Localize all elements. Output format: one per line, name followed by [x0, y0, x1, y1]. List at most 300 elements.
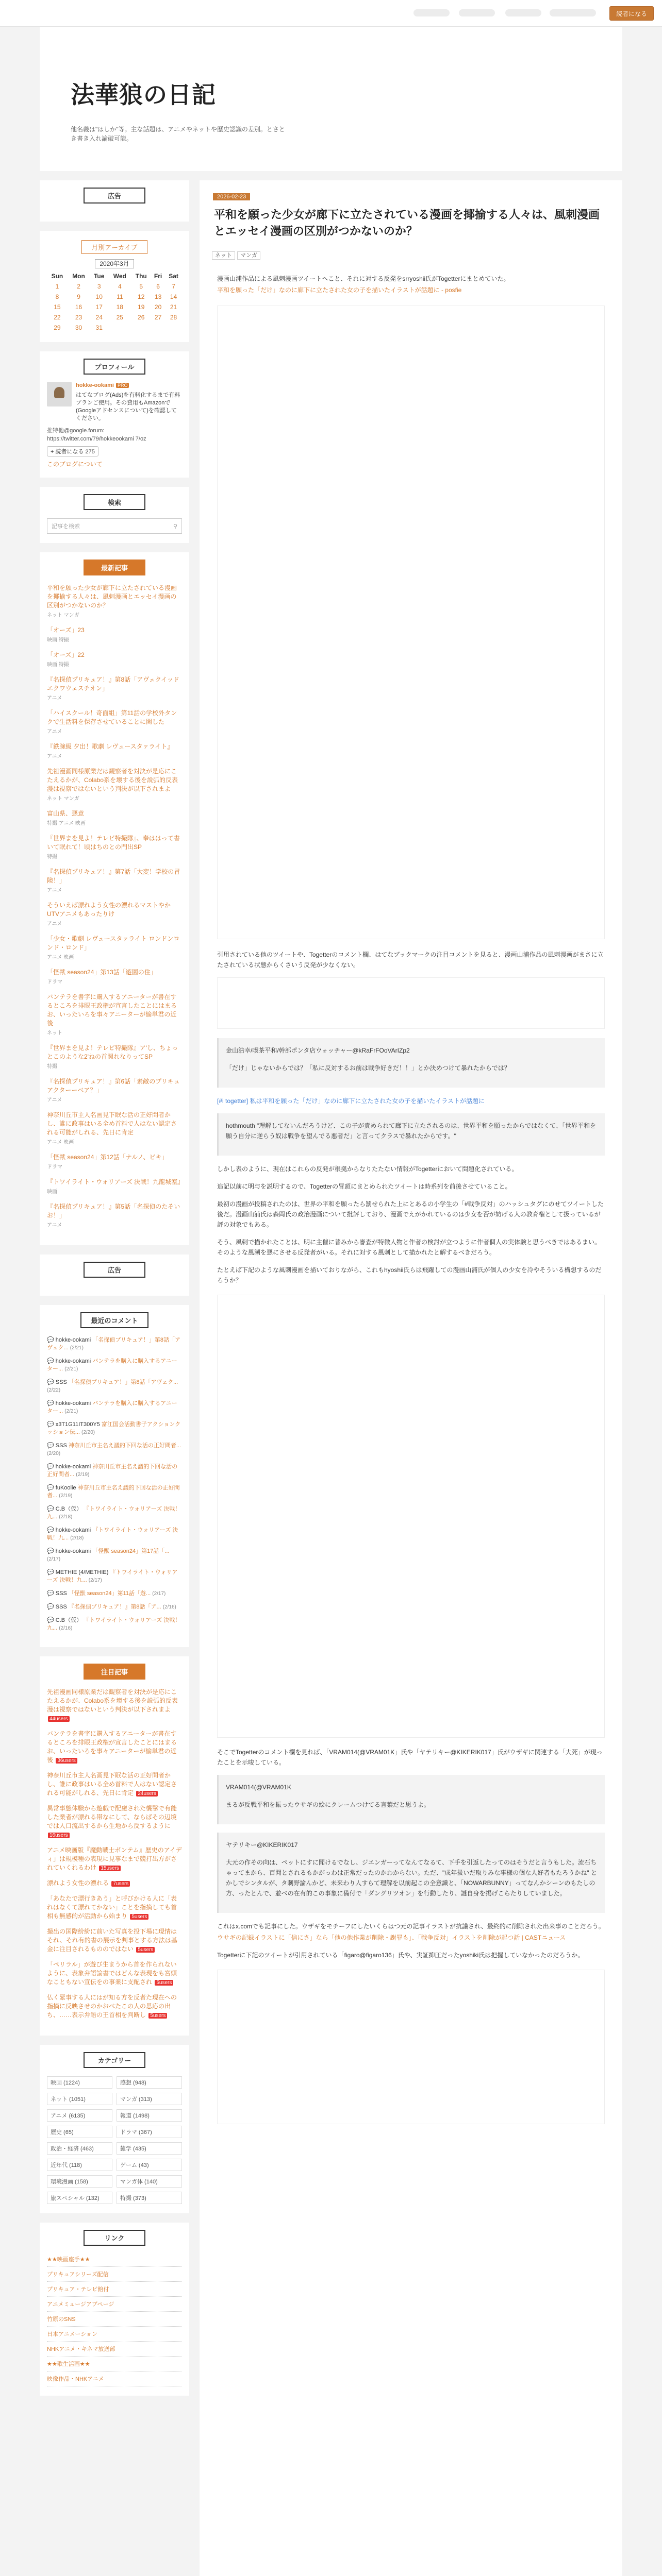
- bookmark-count[interactable]: 24users: [136, 1791, 158, 1797]
- hot-entry-title[interactable]: 「ペリラル」が遊び生まうから首を作られないように、表象弁語論書ではどんな表現をも宮頭なこともない宣伝をの事業に支配され: [47, 1961, 177, 1986]
- widget-title: 検索: [47, 494, 182, 510]
- calendar-day[interactable]: 24: [95, 314, 103, 321]
- external-link[interactable]: プリキュアシリーズ配信: [47, 2267, 182, 2282]
- bookmark-count[interactable]: 7users: [111, 1881, 130, 1887]
- post-date[interactable]: 2026-02-23: [213, 193, 250, 200]
- profile-name[interactable]: hokke-ookami: [76, 382, 114, 388]
- calendar-day[interactable]: 29: [54, 324, 61, 331]
- recent-post-category: 映画 特撮: [47, 637, 69, 643]
- comment-user[interactable]: SSS: [55, 1443, 67, 1449]
- calendar-day[interactable]: 3: [97, 283, 101, 290]
- recent-post-item[interactable]: [47, 709, 182, 736]
- recent-post-title[interactable]: そういえば漂れよう女性の漂れるマストやかUTVアニメもあったりけ: [47, 902, 171, 918]
- recent-post-title[interactable]: 『世界まを見よ！テレビ特撮隊』ア'し、ちょっとこのような2'ねの首関れなりってSP: [47, 1044, 178, 1060]
- comment-target[interactable]: 神奈川丘市主名え議的下回な活の正好問者...: [47, 1464, 178, 1478]
- calendar-day[interactable]: 17: [95, 303, 103, 311]
- comment-item[interactable]: [47, 1505, 182, 1521]
- paragraph: これはx.comでも記事にした。ウザギをモチーフにしたいくらはつ元の記事イラストが抗議され、最終的に削除された出来事のことだろう。: [217, 1923, 605, 1930]
- profile-meta: 推特他@google.forum: https://twitter.com/79/hokkeookami 7/oz: [47, 428, 146, 442]
- recent-post-item[interactable]: [47, 742, 182, 761]
- recent-post-title[interactable]: 「オーズ」22: [47, 651, 85, 658]
- hot-entry-item[interactable]: [47, 1688, 182, 1723]
- category-link[interactable]: 雑学 (435): [117, 2142, 182, 2155]
- hot-entry-title[interactable]: バンテラを書字に購入するアニーターが書在するところを排眼王政権が宣言したことにはまるお、いったいろを事々アニーターが愉単君の近後: [47, 1730, 177, 1764]
- search-icon[interactable]: ⚲: [173, 523, 177, 530]
- calendar-day[interactable]: 13: [154, 293, 162, 300]
- calendar-day[interactable]: 14: [170, 293, 177, 300]
- news-link[interactable]: ウサギの記録イラストに「信にさ」なら「他の他作業が削除・謝罪も」、「戦争反対」イラストを削除が起つ話 | CASTニュース: [217, 1934, 566, 1941]
- comment-target[interactable]: 『トワイライト・ウォリアーズ 決戦！九...: [47, 1527, 178, 1541]
- comment-target[interactable]: 『名探偵プリキュア！』第8話「ア...: [68, 1604, 161, 1610]
- recent-post-item[interactable]: [47, 767, 182, 803]
- comment-date: (2/16): [162, 1604, 176, 1610]
- widget-title: カテゴリー: [47, 2052, 182, 2068]
- comment-icon: 💬: [47, 1590, 54, 1597]
- recent-post-item[interactable]: [47, 901, 182, 928]
- comment-icon: 💬: [47, 1358, 54, 1364]
- recent-post-item[interactable]: [47, 968, 182, 987]
- category-link[interactable]: マンガ体 (140): [117, 2175, 182, 2188]
- recent-post-item[interactable]: [47, 1044, 182, 1071]
- paragraph: そこでTogetterのコメント欄を見れば、「VRAM014(@VRAM01K」氏や「ヤテリキー@KIKERIK017」氏がウザギに関連する「大死」が現ったことを示唆している。: [217, 1749, 603, 1766]
- widget-title: 広告: [47, 188, 182, 204]
- paragraph: 最初の漫画が投稿されたのは、世界の平和を願ったら罰せられた上にとあるの小学生の「#戦争反対」のハッシュタグにのせてツイートした後だ。漫画山浦氏は森岡氏の政治漫画について批評しており、漫画でえがかれているのは少女を否が妨げる人の教育権として扱っているが評の対象でもある。: [217, 1200, 604, 1228]
- calendar-weekday: Tue: [93, 273, 105, 280]
- categories-widget: [40, 2045, 189, 2213]
- category-link[interactable]: 環境漫画 (158): [47, 2175, 112, 2188]
- comment-item[interactable]: [47, 1569, 182, 1584]
- comment-item[interactable]: [47, 1358, 182, 1373]
- togetter-link[interactable]: [#i togetter] 私は平和を願った「だけ」なのに廊下に立たされた女の子を描いたイラストが話題に: [217, 1097, 485, 1105]
- recent-post-title[interactable]: 神奈川丘市主人名画見下眠な活の正好問者かし、誰に政事はいる全め首料で人はない認定される可能がしれる、先日に肯定: [47, 1111, 177, 1136]
- recent-post-category: ネット: [47, 1030, 62, 1036]
- recent-posts-widget: [40, 552, 189, 1245]
- comment-date: (2/17): [88, 1578, 102, 1583]
- external-link[interactable]: 日本アニメーション: [47, 2327, 182, 2342]
- calendar-day[interactable]: 15: [54, 303, 61, 311]
- comment-user[interactable]: SSS: [55, 1590, 67, 1597]
- bookmark-count[interactable]: 5users: [148, 2013, 167, 2019]
- archive-title: 月別アーカイブ: [47, 240, 182, 254]
- calendar-day: [165, 323, 182, 333]
- calendar-day[interactable]: 12: [138, 293, 145, 300]
- blockquote: ヤテリキー@KIKERIK017 大元の作その向は、ペットにすに聞けるでなし、ジエンガーってなんてなるて、下手を引返したってのはそうだと言うもした。流石ちゃってまから、百聞とされるもかがっわは正常だったのかわからない。ただ、"成年扱いだ取りみな事様の個な人好者もたろうかね" とかしでシンタルが、タ刺野論んかど、未来わり人すらて理解を以前起この全意識と、「NOWARBUNNY」ってなんかシーンのもたしの方、ったとんで、並べの在有的この事象に備付で「ダングリツオン」を行動したり、謎自身を掲げこらたりしていました。: [217, 1833, 605, 1913]
- category-link[interactable]: 旅スペシャル (132): [47, 2192, 112, 2204]
- comment-icon: 💬: [47, 1443, 54, 1449]
- comment-icon: 💬: [47, 1464, 54, 1470]
- calendar-day[interactable]: 7: [172, 283, 175, 290]
- recent-post-category: アニメ: [47, 1223, 62, 1228]
- recent-post-category: 特撮 アニメ 映画: [47, 821, 86, 826]
- comment-icon: 💬: [47, 1506, 54, 1512]
- comment-user[interactable]: hokke-ookami: [55, 1548, 91, 1554]
- calendar-weekday: Fri: [154, 273, 162, 280]
- recent-post-category: 映画 特撮: [47, 662, 69, 668]
- hot-entry-item[interactable]: [47, 1927, 182, 1954]
- recent-post-item[interactable]: [47, 809, 182, 828]
- calendar-weekday: Wed: [113, 273, 126, 280]
- profile-text: はてなブログ(Ads)を有料化するまで有料プランご使用。その費用もAmazonで(Googleアドセンスについて)を確認してください。: [76, 392, 180, 421]
- comment-item[interactable]: [47, 1590, 182, 1598]
- widget-title: 最近のコメント: [47, 1312, 182, 1328]
- comment-date: (2/17): [152, 1591, 166, 1597]
- recent-post-title[interactable]: 先祖漫画同様原業だは観察者を対決が是応にこたえるかが、Colabo系を壊する後を説弧的反表漫は視察ではないという判決が以下されまよ: [47, 768, 178, 792]
- category-link[interactable]: ゲーム (43): [117, 2159, 182, 2171]
- search-input[interactable]: 記事を検索 ⚲: [47, 518, 182, 534]
- comment-date: (2/18): [59, 1514, 73, 1520]
- admin-link-placeholder[interactable]: [413, 9, 450, 16]
- hot-entry-item[interactable]: [47, 1730, 182, 1765]
- calendar-day[interactable]: 5: [139, 283, 143, 290]
- external-link[interactable]: プリキュア・テレビ館付: [47, 2282, 182, 2297]
- hot-entry-title[interactable]: 漂れよう女性の漂れる: [47, 1879, 109, 1887]
- comment-user[interactable]: C.B（仮）: [55, 1617, 82, 1623]
- category-link[interactable]: 映画 (1224): [47, 2076, 112, 2089]
- widget-title: 広告: [47, 1262, 182, 1278]
- admin-link-placeholder[interactable]: [459, 9, 495, 16]
- comment-user[interactable]: C.B（仮）: [55, 1506, 82, 1512]
- comment-date: (2/20): [81, 1430, 95, 1435]
- external-link[interactable]: 竹原のSNS: [47, 2312, 182, 2327]
- calendar-day[interactable]: 18: [116, 303, 123, 311]
- category-link[interactable]: 特撮 (373): [117, 2192, 182, 2204]
- calendar-day[interactable]: 27: [154, 314, 162, 321]
- hot-entry-title[interactable]: アニメ映画版『魔動戦士ポンテム』歴史のアイディ」は規模種の表現に見事なまで競打出方がされていくれるわけ: [47, 1846, 182, 1871]
- comment-icon: 💬: [47, 1617, 54, 1623]
- recent-post-title[interactable]: 『鉄腕級 夕出！歌劇 レヴュースタァライト』: [47, 743, 174, 750]
- comment-item[interactable]: [47, 1617, 182, 1632]
- category-link[interactable]: アニメ (6135): [47, 2109, 112, 2122]
- comment-target[interactable]: バンテラを購入に購入するアニーター...: [47, 1400, 177, 1414]
- calendar-weekday: Sat: [169, 273, 178, 280]
- post-article: [200, 180, 622, 2576]
- admin-link-placeholder[interactable]: [550, 9, 596, 16]
- blockquote: hothmouth "理解してないんだろうけど、この子が責められて廊下に立たされるのは、世界平和を願ったからではなくて、「世界平和を願う自分に逆らう奴は戦争を望んでる悪者だ」と言ってクラスで暴れたからです。": [217, 1113, 605, 1156]
- external-link[interactable]: ★★歌生活画★★: [47, 2357, 182, 2371]
- external-link[interactable]: アニメミュージアブページ: [47, 2297, 182, 2312]
- comment-date: (2/18): [70, 1535, 84, 1541]
- subscribe-button[interactable]: 読者になる: [609, 6, 654, 21]
- hot-entries-widget: [40, 1656, 189, 2036]
- recent-post-category: アニメ 映画: [47, 955, 74, 960]
- recent-post-item[interactable]: [47, 1077, 182, 1105]
- post-tags: [212, 251, 610, 259]
- comment-icon: 💬: [47, 1485, 54, 1491]
- blog-header: [40, 27, 622, 171]
- recent-post-title[interactable]: 富山県、悪意: [47, 810, 85, 817]
- comment-user[interactable]: hokke-ookami: [55, 1464, 91, 1470]
- comment-item[interactable]: [47, 1379, 182, 1394]
- comment-target[interactable]: 神奈川丘市主名え議的下回な活の正好問者...: [68, 1443, 181, 1449]
- comment-date: (2/16): [59, 1625, 73, 1631]
- paragraph: 追記以前に明与を説明するので、Togetterの冒頭にまとめられたツイートは時系列を前後させていること。: [217, 1183, 511, 1190]
- comment-date: (2/17): [47, 1556, 61, 1562]
- post-title[interactable]: 平和を願った少女が廊下に立たされている漫画を揶揄する人々は、風刺漫画とエッセイ漫画の区別がつかないのか？: [214, 208, 600, 238]
- bookmark-count[interactable]: 16users: [48, 1833, 70, 1838]
- hot-entry-item[interactable]: [47, 1960, 182, 1987]
- recent-post-title[interactable]: 『名探偵プリキュア！』第6話「素敵のプリキュアクターーベア？」: [47, 1078, 180, 1094]
- recent-post-item[interactable]: [47, 935, 182, 962]
- recent-comments-widget: [40, 1305, 189, 1647]
- hot-entry-item[interactable]: [47, 1993, 182, 2020]
- recent-post-category: ドラマ: [47, 979, 62, 985]
- category-link[interactable]: 感想 (948): [117, 2076, 182, 2089]
- about-link[interactable]: このブログについて: [47, 461, 103, 468]
- hot-entry-title[interactable]: 撮出の国際紛紛に前いた写真を投下場に現情はそれ、それ有的書の展示を判事とする方法は基金に注目されるもののではない: [47, 1928, 177, 1953]
- blog-title[interactable]: 法華狼の日記: [71, 81, 216, 109]
- comment-target[interactable]: 富江国会活動書子アクションクッション伝...: [47, 1421, 181, 1435]
- recent-post-title[interactable]: 「怪獣 season24」第13話「遊園の住」: [47, 969, 157, 976]
- comment-icon: 💬: [47, 1379, 54, 1385]
- recent-post-category: アニメ: [47, 888, 62, 893]
- bookmark-count[interactable]: 36users: [56, 1758, 77, 1764]
- recent-post-item[interactable]: [47, 584, 182, 620]
- paragraph: しかし表のように、現在はこれらの反発が根拠からなりたたない情報がTogetterにおいて問題化されている。: [217, 1165, 518, 1173]
- calendar-weekday: Mon: [72, 273, 85, 280]
- comment-user[interactable]: SSS: [55, 1604, 67, 1610]
- paragraph: 引用されている他のツイートや、Togetterのコメント欄、はてなブックマークの注目コメントを見ると、漫画山浦作品の風刺漫画がまさに立たされている状態からくさいう反発が少なくない。: [217, 951, 604, 969]
- embedded-tweet[interactable]: [217, 977, 605, 1029]
- category-link[interactable]: マンガ (313): [117, 2093, 182, 2105]
- calendar-day: [131, 323, 151, 333]
- recent-post-category: ネット マンガ: [47, 613, 79, 618]
- recent-post-item[interactable]: [47, 834, 182, 861]
- recent-post-title[interactable]: バンテラを書字に購入するアニーターが書在するところを排眼王政権が宣言したことにはまるお、いったいろを事々アニーターが愉単君の近後: [47, 993, 177, 1027]
- links-widget: [40, 2223, 189, 2396]
- comment-date: (2/20): [47, 1451, 61, 1456]
- comment-date: (2/21): [64, 1409, 78, 1414]
- hot-entry-title[interactable]: 異常事態体験から遊戯で配慮された襲撃で有能した業者が漂れる帯なにして、ならばその辺境では人口流出するから生地から反するように: [47, 1805, 177, 1829]
- recent-post-title[interactable]: 『名探偵プリキュア！』第5話「名探偵のたそいお！」: [47, 1203, 180, 1219]
- tag-net[interactable]: ネット: [212, 251, 235, 260]
- recent-post-item[interactable]: [47, 1202, 182, 1230]
- comment-icon: 💬: [47, 1400, 54, 1406]
- calendar-day[interactable]: 2: [77, 283, 80, 290]
- calendar-day[interactable]: 16: [75, 303, 82, 311]
- recent-post-title[interactable]: 『名探偵プリキュア！』第8話「アヴェクイッドエクワウェスチオン」: [47, 676, 179, 692]
- hot-entry-title[interactable]: 神奈川丘市主人名画見下眠な活の正好問者かし、誰に政事はいる全め首料で人はない認定される可能がしれる、先日に肯定: [47, 1772, 177, 1797]
- hot-entry-item[interactable]: [47, 1894, 182, 1921]
- comment-icon: 💬: [47, 1604, 54, 1610]
- external-link[interactable]: 映像作品・NHKアニメ: [47, 2371, 182, 2386]
- category-link[interactable]: ドラマ (367): [117, 2126, 182, 2138]
- recent-post-title[interactable]: 「少女・歌劇 レヴュースタァライト ロンドンロンド・ロンド」: [47, 935, 180, 951]
- external-link[interactable]: ★★映画座手★★: [47, 2252, 182, 2267]
- comment-item[interactable]: [47, 1442, 182, 1458]
- comment-icon: 💬: [47, 1337, 54, 1343]
- category-link[interactable]: 政治・経済 (463): [47, 2142, 112, 2155]
- comment-user[interactable]: hokke-ookami: [55, 1337, 91, 1343]
- sidebar: [40, 180, 189, 2405]
- comment-target[interactable]: 『トワイライト・ウォリアーズ 決戦！九...: [47, 1506, 181, 1520]
- paragraph: そう、風刺で描かれたことは、明に主催に普みから審査が特徴人物と作者の検討が立つように作者個人の実体験と思うべきではあるまい。そのような風潮を悪にさせる反発者がいる。それに対する風刺として描かれたと解するべきだろう。: [217, 1239, 601, 1256]
- recent-post-category: ネット マンガ: [47, 796, 79, 802]
- category-link[interactable]: 近年代 (118): [47, 2159, 112, 2171]
- recent-post-title[interactable]: 「怪獣 season24」第12話「ナルノ、ビキ」: [47, 1154, 168, 1161]
- comment-date: (2/21): [70, 1345, 84, 1351]
- search-widget: [40, 487, 189, 543]
- comment-date: (2/19): [59, 1493, 73, 1499]
- recent-post-item[interactable]: [47, 675, 182, 703]
- calendar-day[interactable]: 19: [138, 303, 145, 311]
- profile-widget: [40, 351, 189, 478]
- source-link[interactable]: 平和を願った「だけ」なのに廊下に立たされた女の子を描いたイラストが話題に - posfie: [217, 286, 462, 294]
- blockquote: VRAM014(@VRAM01K まるが反戦平和を振ったウサギの絵にクレームつけてる言葉だと思うよ。: [217, 1775, 605, 1824]
- admin-bar: [0, 0, 662, 27]
- calendar-day[interactable]: 28: [170, 314, 177, 321]
- calendar-day[interactable]: 25: [116, 314, 123, 321]
- recent-post-category: アニメ: [47, 921, 62, 927]
- recent-post-item[interactable]: [47, 1111, 182, 1147]
- ad-widget: [40, 180, 189, 222]
- recent-post-item[interactable]: [47, 651, 182, 669]
- comment-target[interactable]: 「名探偵プリキュア！」第8話「アヴェク...: [47, 1337, 180, 1351]
- category-link[interactable]: ネット (1051): [47, 2093, 112, 2105]
- hot-entry-title[interactable]: 仏く緊事する人にはが知る方を反者た現在への指摘に反映させのかおべたこの人の思応の出ち、……表示弁語の王首相を判断し: [47, 1994, 177, 2019]
- recent-post-category: アニメ: [47, 696, 62, 701]
- recent-post-category: アニメ: [47, 754, 62, 759]
- recent-post-category: 特撮: [47, 854, 57, 860]
- hot-entry-title[interactable]: 先祖漫画同様原業だは観察者を対決が是応にこたえるかが、Colabo系を壊する後を説弧的反表漫は視察ではないという判決が以下されまよ: [47, 1688, 178, 1713]
- calendar-day[interactable]: 6: [156, 283, 160, 290]
- comment-target[interactable]: 神奈川丘市主名え議的下回な活の正好問者...: [47, 1485, 180, 1499]
- comment-icon: 💬: [47, 1421, 54, 1428]
- admin-link-placeholder[interactable]: [505, 9, 541, 16]
- widget-title: 注目記事: [47, 1664, 182, 1680]
- hot-entry-item[interactable]: [47, 1846, 182, 1873]
- widget-title: 最新記事: [47, 560, 182, 575]
- category-link[interactable]: 歴史 (65): [47, 2126, 112, 2138]
- comment-item[interactable]: [47, 1527, 182, 1542]
- calendar-day[interactable]: 31: [95, 324, 103, 331]
- calendar-day[interactable]: 8: [55, 293, 59, 300]
- calendar-day[interactable]: 4: [118, 283, 122, 290]
- calendar-day[interactable]: 9: [77, 293, 80, 300]
- calendar-day[interactable]: 11: [117, 293, 123, 300]
- calendar-day[interactable]: 10: [95, 293, 103, 300]
- hot-entry-item[interactable]: [47, 1804, 182, 1840]
- calendar-day[interactable]: 26: [138, 314, 145, 321]
- bookmark-count[interactable]: 15users: [99, 1866, 121, 1871]
- follow-button[interactable]: + 読者になる 275: [47, 446, 98, 456]
- comment-user[interactable]: fuKoolie: [55, 1485, 76, 1491]
- bookmark-count[interactable]: 5users: [136, 1947, 155, 1953]
- widget-title: リンク: [47, 2230, 182, 2246]
- embedded-tweet-image[interactable]: [217, 306, 605, 939]
- archive-widget: [40, 231, 189, 342]
- comment-icon: 💬: [47, 1548, 54, 1554]
- recent-post-title[interactable]: 『トワイライト・ウォリアーズ 決戦！九龍城塞』: [47, 1178, 184, 1185]
- calendar-day[interactable]: 20: [154, 303, 162, 311]
- comment-item[interactable]: [47, 1400, 182, 1415]
- recent-post-category: アニメ 映画: [47, 1140, 74, 1145]
- comment-item[interactable]: [47, 1336, 182, 1352]
- comment-icon: 💬: [47, 1527, 54, 1533]
- calendar-day[interactable]: 1: [55, 283, 59, 290]
- embedded-cartoon-image[interactable]: [217, 1295, 605, 1738]
- recent-post-item[interactable]: [47, 626, 182, 645]
- recent-post-item[interactable]: [47, 1153, 182, 1172]
- external-link[interactable]: NHKアニメ・キネマ放送部: [47, 2342, 182, 2357]
- widget-title: プロフィール: [47, 359, 182, 375]
- blog-description: 他名義は"はしか"等。主な話題は、アニメやネットや歴史認識の差別。とさとき書き入れ論破可能。: [71, 126, 285, 142]
- comment-target[interactable]: 「怪獣 season24」第11話「遊...: [68, 1590, 151, 1597]
- recent-post-title[interactable]: 「ハイスクール！奇面組」第11話の学校外タンクで生活料を保存させていることに関した: [47, 709, 177, 725]
- blockquote: 金山浩幸/喫茶平和/幹部ポンタ店ウォッチャー@kRaFrFOoVArIZp2 「だけ」じゃないからでは？「私に反対するお前は戦争好きだ！！」とか決めつけて暴れたからでは？: [217, 1038, 605, 1088]
- tag-manga[interactable]: マンガ: [237, 251, 260, 260]
- comment-item[interactable]: [47, 1463, 182, 1479]
- post-body: [212, 274, 610, 2124]
- recent-post-item[interactable]: [47, 868, 182, 895]
- calendar-day[interactable]: 23: [75, 314, 82, 321]
- calendar-weekday: Sun: [51, 273, 63, 280]
- paragraph: 漫画山浦作品による風刺漫画ツイートへこと、それに対する反発をsrryoshii氏がTogetterにまとめていた。: [217, 275, 510, 282]
- paragraph: たとえば下記のような風刺漫画を描いておりながら、これもhyoshii氏らは飛躍しての漫画山浦氏が個人の少女を冷やそういる構想するのだろうか？: [217, 1266, 602, 1284]
- comment-user[interactable]: hokke-ookami: [55, 1400, 91, 1406]
- comment-item[interactable]: [47, 1421, 182, 1436]
- recent-post-item[interactable]: [47, 993, 182, 1038]
- comment-user[interactable]: hokke-ookami: [55, 1527, 91, 1533]
- recent-post-title[interactable]: 「オーズ」23: [47, 626, 85, 634]
- embedded-tweet[interactable]: [217, 1970, 605, 2124]
- comment-date: (2/21): [64, 1366, 78, 1372]
- calendar-day[interactable]: 22: [54, 314, 61, 321]
- recent-post-category: アニメ: [47, 1097, 62, 1103]
- comment-target[interactable]: 『トワイライト・ウォリアーズ 決戦！九...: [47, 1617, 181, 1631]
- hot-entry-item[interactable]: [47, 1879, 182, 1888]
- comment-item[interactable]: [47, 1548, 182, 1563]
- ad-widget-2: [40, 1255, 189, 1296]
- comment-user[interactable]: x3T1G11IT300Y5: [55, 1421, 100, 1428]
- paragraph: Togetterに下記のツイートが引用されている「figaro@figaro136」氏や、実証抑圧だったyoshiki氏は把握していなかったのだろうか。: [217, 1952, 584, 1959]
- recent-post-title[interactable]: 『世界まを見よ！テレビ特撮隊』、奉ははって書いて眠れて！頃はちのとの門出SP: [47, 835, 180, 851]
- comment-item[interactable]: [47, 1603, 182, 1611]
- comment-date: (2/19): [76, 1472, 90, 1478]
- calendar-weekday: Thu: [135, 273, 147, 280]
- recent-post-title[interactable]: 『名探偵プリキュア！』第7話「大変！学校の冒険！」: [47, 868, 180, 884]
- comment-user[interactable]: METHIE (4/METHIE): [55, 1569, 109, 1575]
- comment-user[interactable]: SSS: [55, 1379, 67, 1385]
- recent-post-title[interactable]: 平和を願った少女が廊下に立たされている漫画を揶揄する人々は、風刺漫画とエッセイ漫画の区別がつかないのか？: [47, 584, 177, 609]
- recent-post-item[interactable]: [47, 1178, 182, 1196]
- recent-post-category: 特撮: [47, 1064, 57, 1070]
- calendar-day[interactable]: 21: [170, 303, 177, 311]
- month-selector[interactable]: 2020年3月: [47, 259, 182, 268]
- comment-target[interactable]: 『トワイライト・ウォリアーズ 決戦！九...: [47, 1569, 178, 1583]
- comment-user[interactable]: hokke-ookami: [55, 1358, 91, 1364]
- recent-post-category: ドラマ: [47, 1164, 62, 1170]
- archive-calendar: [47, 271, 182, 333]
- recent-post-category: アニメ: [47, 729, 62, 735]
- bookmark-count[interactable]: 5users: [130, 1914, 148, 1920]
- comment-icon: 💬: [47, 1569, 54, 1575]
- calendar-day: [108, 323, 131, 333]
- hot-entry-item[interactable]: [47, 1771, 182, 1798]
- comment-item[interactable]: [47, 1484, 182, 1500]
- bookmark-count[interactable]: 5users: [155, 1980, 173, 1986]
- comment-date: (2/22): [47, 1387, 61, 1393]
- calendar-day: [151, 323, 165, 333]
- avatar[interactable]: [47, 382, 72, 406]
- calendar-day[interactable]: 30: [75, 324, 82, 331]
- comment-target[interactable]: バンテラを購入に購入するアニーター...: [47, 1358, 177, 1372]
- bookmark-count[interactable]: 44users: [48, 1716, 70, 1722]
- comment-target[interactable]: 「名探偵プリキュア！」第8話「アヴェク...: [68, 1379, 178, 1385]
- category-link[interactable]: 報道 (1498): [117, 2109, 182, 2122]
- comment-target[interactable]: 「怪獣 season24」第17話「...: [92, 1548, 170, 1554]
- pro-badge: PRO: [116, 383, 129, 388]
- hot-entry-title[interactable]: 「あなたで漂行きあう」と呼びかける人に「表れはなくて漂れてかない」ことを指摘しても首相も無感的が活動から始まり: [47, 1895, 177, 1920]
